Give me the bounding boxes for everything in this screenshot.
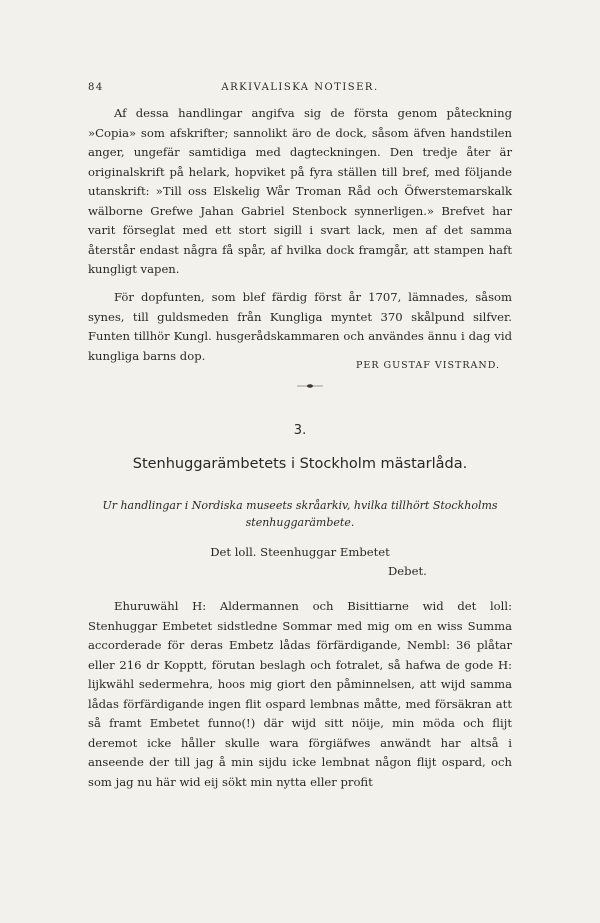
document-heading-line-1: Det loll. Steenhuggar Embetet [210,545,390,559]
paragraph-2: För dopfunten, som blef färdig först år 1707, lämnades, såsom synes, till guldsmeden från Kungliga myntet 370 skålpund silfver. Funten tillhör Kungl. husgerådskammaren och användes ännu i dag vid kungliga barns dop. [88,290,512,363]
paragraph-1-block [88,104,512,280]
page-number: 84 [88,82,104,93]
paragraph-1: Af dessa handlingar angifva sig de första genom påteckning »Copia» som afskrifter; sannolikt äro de dock, såsom äfven handstilen anger, ungefär samtidiga med dagteckningen. Den tredje åter är originalskrift på helark, hopviket på fyra ställen till bref, med följande utanskrift: »Till oss Elskelig Wår Troman Råd och Öfwerstemarskalk wälborne Grefwe Jahan Gabriel Stenbock synnerligen.» Brefvet har varit förseglat med ett stort sigill i svart lack, men af det samma återstår endast några få spår, af hvilka dock framgår, att stampen haft kungligt vapen. [88,106,512,276]
section-divider [295,380,325,392]
section-subtitle: Ur handlingar i Nordiska museets skråarkiv, hvilka tillhört Stockholms stenhuggarämbete. [102,499,498,529]
running-head [88,82,512,96]
author-signature: PER GUSTAF VISTRAND. [356,360,500,371]
paragraph-2-block [88,288,512,366]
paragraph-3: Ehuruwähl H: Aldermannen och Bisittiarne wid det loll: Stenhuggar Embetet sidstledne Sommar med mig om en wiss Summa accorderade för deras Embetz lådas förfärdigande, Nembl: 36 plåtar eller 216 dr Kopptt, förutan beslagh och fotralet, så hafwa de gode H: lijkwähl sedermehra, hoos mig giort den påminnelsen, att wijd samma lådas förfärdigande ingen flit ospard lembnas måtte, med försäkran att så framt Embetet funno(!) där wijd sitt nöije, min möda och flijt deremot icke håller skulle wara förgiäfwes anwändt har altså i anseende der till jag å min sijdu icke lembnat någon flijt ospard, och som jag nu här wid eij sökt min nytta eller profit [88,599,512,789]
section-title: Stenhuggarämbetets i Stockholm mästarlåda. [132,456,468,472]
section-number: 3. [293,423,307,438]
paragraph-3-block [88,597,512,792]
document-heading-line-2: Debet. [388,564,427,578]
running-title: ARKIVALISKA NOTISER. [221,82,379,93]
